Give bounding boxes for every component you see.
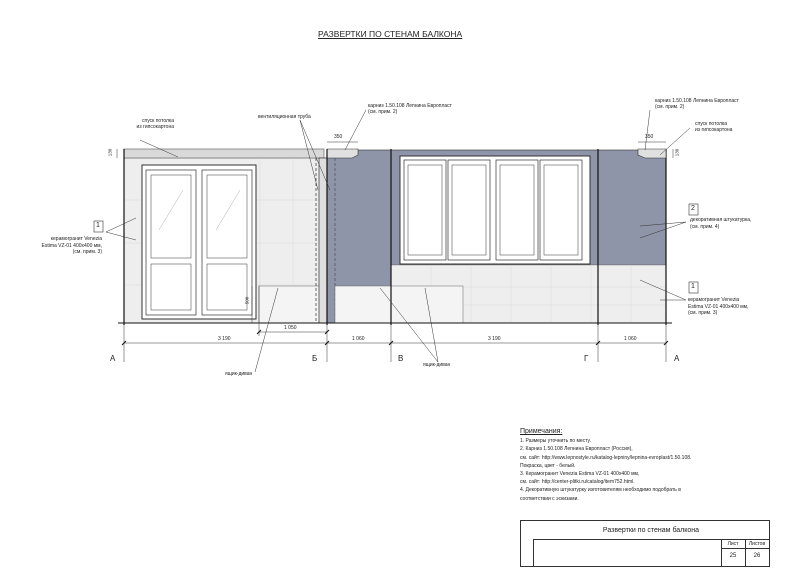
window <box>400 156 590 264</box>
callout-ceiling-right: спуск потолка из гипсокартона <box>695 121 733 133</box>
ceiling-drop-left <box>124 149 324 158</box>
callout-sofa-box-center: ящик-диван <box>423 362 451 368</box>
notes-block <box>520 428 760 503</box>
dim-350-right: 350 <box>645 134 654 140</box>
sheets-label: Листов <box>748 541 766 547</box>
callout-vent-pipe: вентиляционная труба <box>258 114 311 120</box>
dim-seg-4: 1 060 <box>624 336 637 342</box>
note-line: см. сайт: http://www.lepnostyle.ru/katalog-lepniny/lepnina-evroplast/1.50.108. <box>520 454 692 461</box>
axis-label-a-right: А <box>674 354 680 363</box>
callout-cornice-center: карниз 1.50.108 Лепнина Европласт (см. прим. 2) <box>368 103 452 115</box>
title-block <box>520 520 770 567</box>
callout-ceiling-left: спуск потолка из гипсокартона <box>136 118 174 130</box>
callout-tile-left: керамогранит Venezia Estima VZ-01 400х400 мм, (см. прим. 3) <box>41 236 102 255</box>
axis-label-g: Г <box>584 354 589 363</box>
title-block-title: Развертки по стенам балкона <box>533 521 769 540</box>
dim-seg-3: 3 190 <box>488 336 501 342</box>
dim-seg-1: 3 190 <box>218 336 231 342</box>
dim-seg-2: 1 060 <box>352 336 365 342</box>
balcony-door <box>142 165 256 319</box>
note-line: 4. Декоративную штукатурку изготовителям необходимо подобрать в <box>520 487 681 494</box>
vent-pipe <box>319 158 327 323</box>
axis-label-v: В <box>398 354 404 363</box>
note-line: Покраска, цвет - белый. <box>520 462 576 469</box>
callout-plaster-right: декоративная штукатурка, (см. прим. 4) <box>690 217 752 230</box>
sofa-box-left <box>259 286 325 323</box>
axis-label-a-left: А <box>110 354 116 363</box>
callout-tile-right: керамогранит Venezia Estima VZ-01 400х400 мм, (см. прим. 3) <box>688 297 749 316</box>
note-line: 3. Керамогранит Venezia Estima VZ-01 400х400 мм, <box>520 471 640 478</box>
sheet-label: Лист <box>727 541 739 547</box>
dim-350-left: 350 <box>334 134 343 140</box>
dim-130-left: 130 <box>107 148 113 157</box>
dim-1050: 1 050 <box>284 325 297 331</box>
dim-500: 500 <box>244 296 250 305</box>
note-line: 2. Карниз 1.50.108 Лепнина Европласт (Россия), <box>520 446 633 453</box>
callout-sofa-box-left: ящик-диван <box>225 371 253 377</box>
axis-label-b: Б <box>312 354 318 363</box>
note-line: 1. Размеры уточнить по месту. <box>520 438 591 445</box>
note-line: см. сайт: http://center-plitki.ru/catalog/item752.html. <box>520 479 635 486</box>
sheets-count: 26 <box>753 553 761 559</box>
callout-cornice-right: карниз 1.50.108 Лепнина Европласт (см. прим. 2) <box>655 98 739 110</box>
marker-2: 2 <box>691 205 695 212</box>
sofa-box-center <box>335 286 463 323</box>
note-line: соответствии с эскизами. <box>520 495 579 502</box>
notes-header: Примечания: <box>520 428 563 435</box>
marker-1-right: 1 <box>691 283 695 290</box>
marker-1-left: 1 <box>96 222 100 229</box>
sheet-number: 25 <box>729 553 737 559</box>
dim-130-right: 130 <box>674 148 680 157</box>
drawing-title: РАЗВЕРТКИ ПО СТЕНАМ БАЛКОНА <box>318 29 463 39</box>
